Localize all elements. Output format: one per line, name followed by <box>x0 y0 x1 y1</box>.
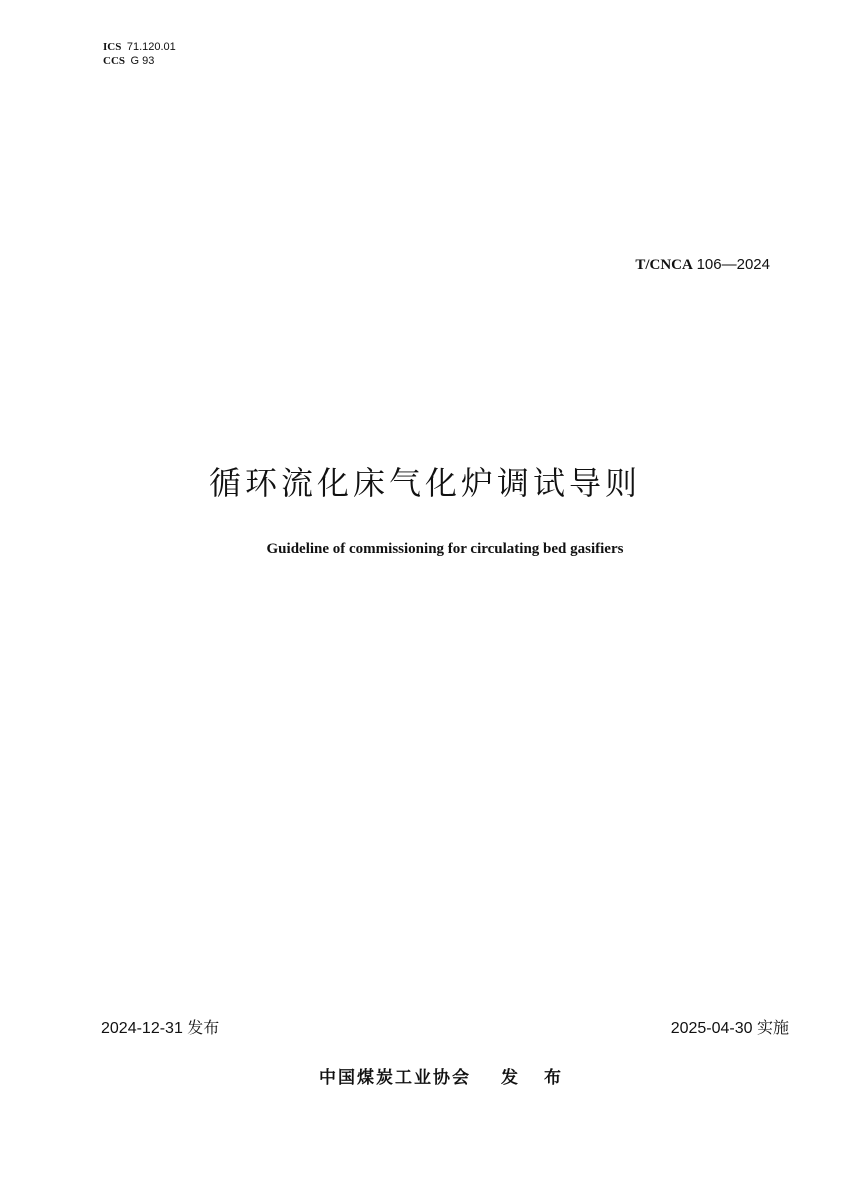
implement-date: 2025-04-30 实施 <box>670 1020 789 1037</box>
standard-number <box>635 256 770 274</box>
classification-codes <box>103 40 176 68</box>
title-english: Guideline of commissioning for circulating bed gasifiers <box>266 541 624 557</box>
publisher-action: 发 布 <box>501 1068 571 1088</box>
publish-date: 2024-12-31 发布 <box>101 1020 220 1037</box>
ccs-value: G 93 <box>130 55 155 67</box>
ccs-line <box>103 54 176 68</box>
publisher <box>0 1063 850 1088</box>
standard-code: T/CNCA <box>635 257 693 273</box>
ics-value: 71.120.01 <box>126 41 176 53</box>
ccs-label: CCS <box>103 55 126 67</box>
publisher-name: 中国煤炭工业协会 <box>319 1068 472 1088</box>
title-chinese: 循环流化床气化炉调试导则 <box>208 464 641 502</box>
ics-label: ICS <box>103 41 122 53</box>
standard-num: 106—2024 <box>696 256 770 273</box>
ics-line <box>103 40 176 54</box>
